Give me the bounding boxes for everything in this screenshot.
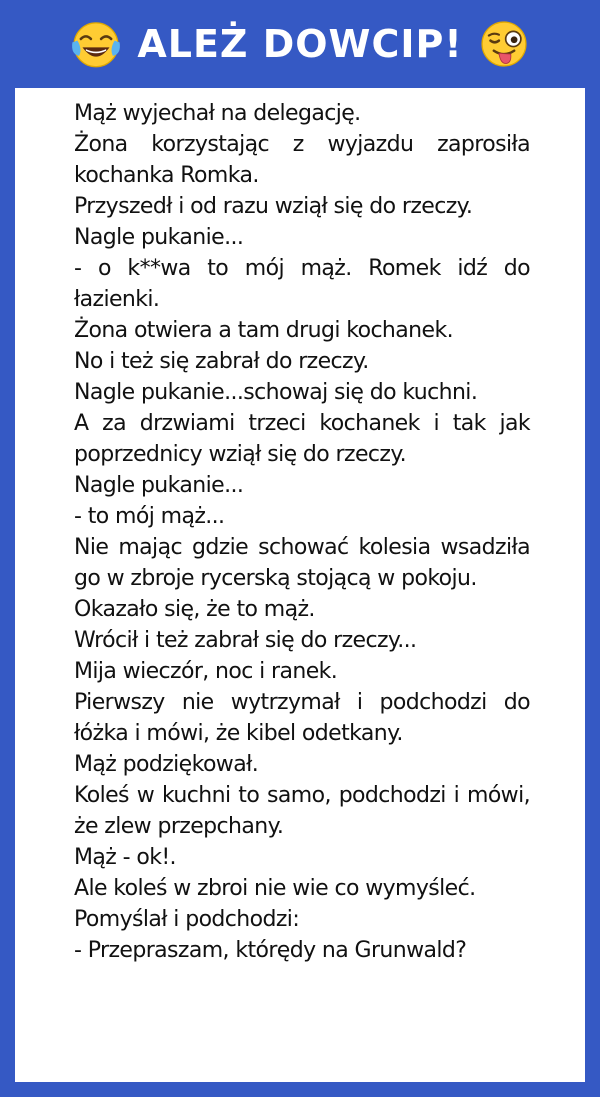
joke-line: Mąż - ok!. bbox=[74, 845, 176, 870]
laughing-tears-emoji-icon bbox=[69, 17, 123, 71]
joke-line: - o k**wa to mój mąż. Romek idź do łazienki. bbox=[74, 256, 530, 312]
joke-line: A za drzwiami trzeci kochanek i tak jak poprzednicy wziął się do rzeczy. bbox=[74, 411, 530, 467]
joke-line: Ale koleś w zbroi nie wie co wymyśleć. bbox=[74, 876, 476, 901]
joke-line: Nagle pukanie... bbox=[74, 225, 244, 250]
joke-line: Nagle pukanie...schowaj się do kuchni. bbox=[74, 380, 478, 405]
joke-line: - to mój mąż... bbox=[74, 504, 225, 529]
joke-line: Mija wieczór, noc i ranek. bbox=[74, 659, 338, 684]
joke-line: Żona otwiera a tam drugi kochanek. bbox=[74, 318, 453, 343]
joke-panel bbox=[15, 88, 585, 1082]
joke-line: No i też się zabrał do rzeczy. bbox=[74, 349, 369, 374]
joke-line: Pierwszy nie wytrzymał i podchodzi do łóżka i mówi, że kibel odetkany. bbox=[74, 690, 530, 746]
joke-line: Koleś w kuchni to samo, podchodzi i mówi, że zlew przepchany. bbox=[74, 783, 530, 839]
joke-line: Mąż wyjechał na delegację. bbox=[74, 101, 361, 126]
header-banner bbox=[0, 0, 600, 88]
joke-line: Przyszedł i od razu wziął się do rzeczy. bbox=[74, 194, 473, 219]
joke-line: Nie mając gdzie schować kolesia wsadziła go w zbroje rycerską stojącą w pokoju. bbox=[74, 535, 530, 591]
winking-tongue-emoji-icon bbox=[477, 17, 531, 71]
joke-line: - Przepraszam, którędy na Grunwald? bbox=[74, 938, 467, 963]
joke-line: Wrócił i też zabrał się do rzeczy... bbox=[74, 628, 417, 653]
joke-line: Nagle pukanie... bbox=[74, 473, 244, 498]
joke-line: Mąż podziękował. bbox=[74, 752, 259, 777]
joke-line: Pomyślał i podchodzi: bbox=[74, 907, 300, 932]
joke-line: Okazało się, że to mąż. bbox=[74, 597, 315, 622]
joke-line: Żona korzystając z wyjazdu zaprosiła kochanka Romka. bbox=[74, 132, 530, 188]
page-title: ALEŻ DOWCIP! bbox=[137, 22, 463, 66]
